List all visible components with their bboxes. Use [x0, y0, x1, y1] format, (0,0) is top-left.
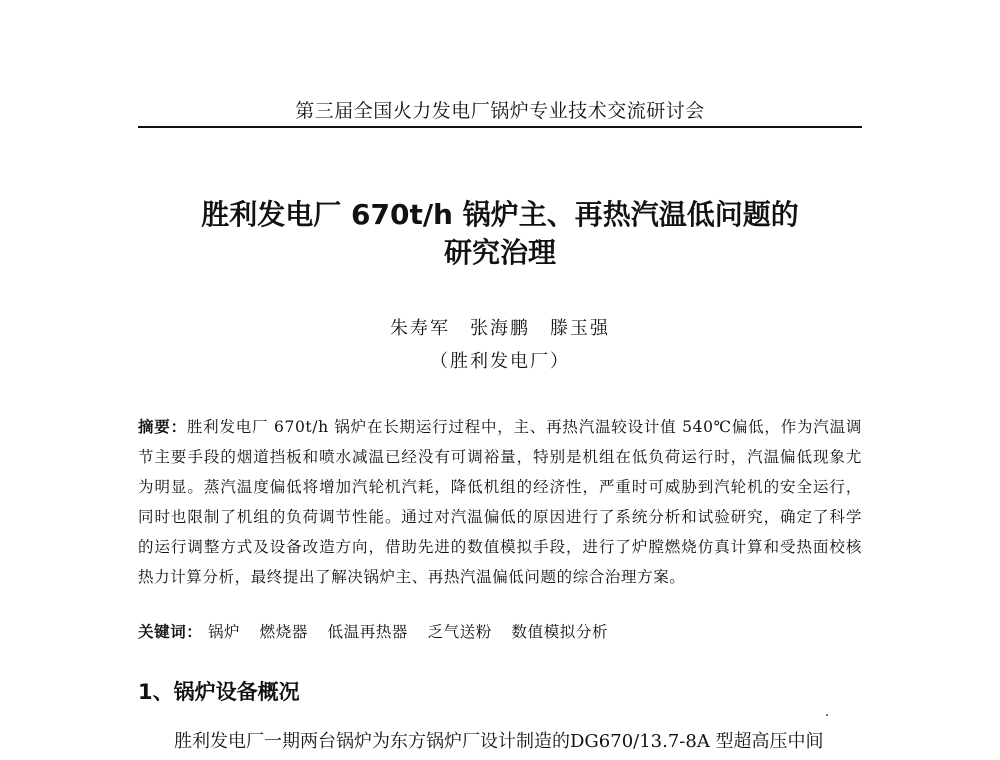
header-rule: [138, 126, 862, 128]
abstract-label: 摘要：: [138, 417, 187, 436]
keyword-5: 数值模拟分析: [511, 623, 609, 641]
section-heading-1: 1、锅炉设备概况: [138, 680, 300, 704]
affiliation: （胜利发电厂）: [430, 351, 570, 372]
keyword-1: 锅炉: [207, 623, 241, 641]
abstract: [138, 412, 862, 592]
paper-title-line-2: 研究治理: [443, 236, 556, 269]
keywords-label: 关键词：: [138, 622, 203, 641]
keywords: [138, 620, 862, 644]
keyword-4: 乏气送粉: [427, 623, 492, 641]
paper-title-line-1: 胜利发电厂 670t/h 锅炉主、再热汽温低问题的: [201, 198, 799, 231]
running-header: 第三届全国火力发电厂锅炉专业技术交流研讨会: [295, 100, 705, 122]
keyword-2: 燃烧器: [259, 623, 308, 641]
author-3: 滕玉强: [550, 318, 610, 339]
abstract-text: 胜利发电厂 670t/h 锅炉在长期运行过程中，主、再热汽温较设计值 540℃偏低，作为汽温调节主要手段的烟道挡板和喷水减温已经没有可调裕量，特别是机组在低负荷运行时，汽温偏低现象尤为明显。蒸汽温度偏低将增加汽轮机汽耗，降低机组的经济性，严重时可威胁到汽轮机的安全运行，同时也限制了机组的负荷调节性能。通过对汽温偏低的原因进行了系统分析和试验研究，确定了科学的运行调整方式及设备改造方向，借助先进的数值模拟手段，进行了炉膛燃烧仿真计算和受热面校核热力计算分析，最终提出了解决锅炉主、再热汽温偏低问题的综合治理方案。: [138, 418, 862, 586]
paper-title: [120, 196, 880, 272]
keyword-3: 低温再热器: [327, 623, 409, 641]
author-1: 朱寿军: [390, 318, 450, 339]
scan-speck: [826, 714, 828, 716]
author-2: 张海鹏: [470, 318, 530, 339]
section-1-paragraph: 胜利发电厂一期两台锅炉为东方锅炉厂设计制造的DG670/13.7-8A 型超高压中间: [174, 731, 824, 752]
author-list: [300, 314, 700, 340]
